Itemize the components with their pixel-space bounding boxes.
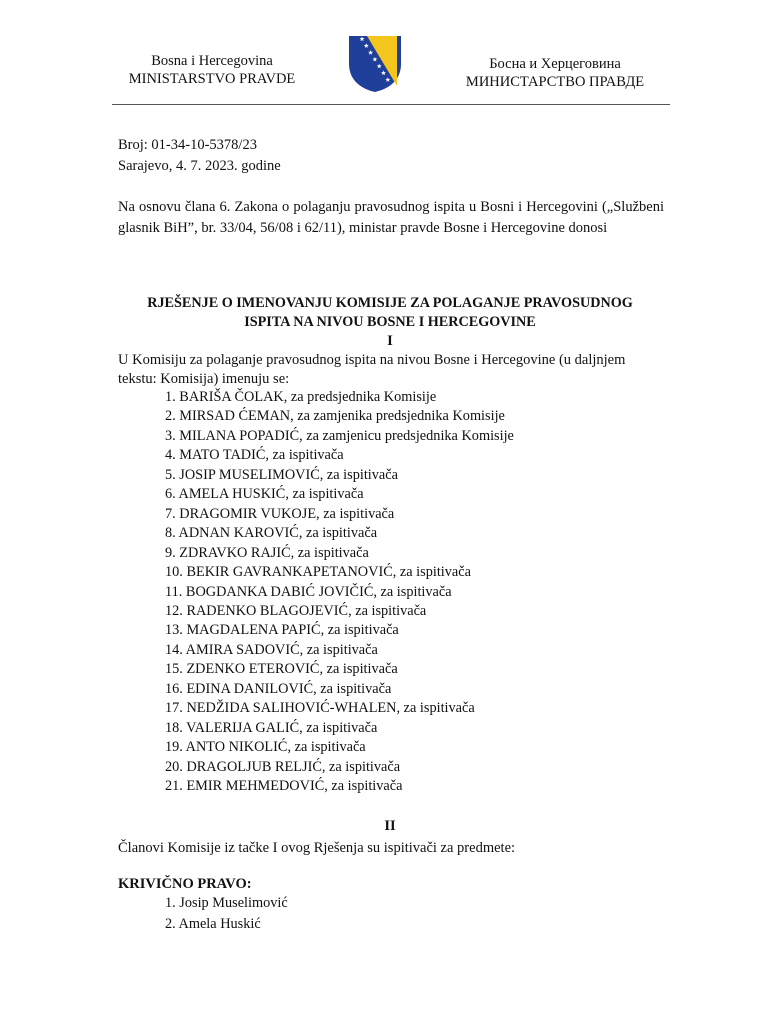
document-date: Sarajevo, 4. 7. 2023. godine xyxy=(118,158,281,174)
list-item: 10. BEKIR GAVRANKAPETANOVIĆ, za ispitivača xyxy=(165,564,471,581)
list-item: 7. DRAGOMIR VUKOJE, za ispitivača xyxy=(165,505,395,522)
list-item: 5. JOSIP MUSELIMOVIĆ, za ispitivača xyxy=(165,466,398,483)
list-item: 9. ZDRAVKO RAJIĆ, za ispitivača xyxy=(165,544,369,561)
country-name-cyrillic: Босна и Херцеговина xyxy=(489,56,621,72)
list-item: 16. EDINA DANILOVIĆ, za ispitivača xyxy=(165,680,392,697)
list-item: 2. MIRSAD ĆEMAN, za zamjenika predsjednika Komisije xyxy=(165,408,505,425)
list-item: 19. ANTO NIKOLIĆ, za ispitivača xyxy=(165,739,366,756)
section-2-heading: II xyxy=(384,818,396,834)
title-line-2: ISPITA NA NIVOU BOSNE I HERCEGOVINE xyxy=(244,314,536,330)
document-number: Broj: 01-34-10-5378/23 xyxy=(118,137,257,153)
list-item: 3. MILANA POPADIĆ, za zamjenicu predsjednika Komisije xyxy=(165,427,514,444)
list-item: 6. AMELA HUSKIĆ, za ispitivača xyxy=(165,486,364,503)
list-item: 11. BOGDANKA DABIĆ JOVIČIĆ, za ispitivača xyxy=(165,583,452,600)
coat-of-arms-icon xyxy=(347,34,403,94)
list-item: 20. DRAGOLJUB RELJIĆ, za ispitivača xyxy=(165,758,401,775)
list-item: 18. VALERIJA GALIĆ, za ispitivača xyxy=(165,719,378,736)
header-right xyxy=(450,55,660,91)
list-item: 1. Josip Muselimović xyxy=(165,895,288,911)
subject-heading: KRIVIČNO PRAVO: xyxy=(118,876,252,892)
list-item: 17. NEDŽIDA SALIHOVIĆ-WHALEN, za ispitivača xyxy=(165,700,475,717)
section-1-heading: I xyxy=(387,333,393,349)
document-title xyxy=(110,294,670,332)
country-name-latin: Bosna i Hercegovina xyxy=(151,53,273,69)
section-2-text: Članovi Komisije iz tačke I ovog Rješenja su ispitivači za predmete: xyxy=(118,840,516,856)
list-item: 4. MATO TADIĆ, za ispitivača xyxy=(165,447,344,464)
list-item: 15. ZDENKO ETEROVIĆ, za ispitivača xyxy=(165,661,398,678)
intro-paragraph: Na osnovu člana 6. Zakona o polaganju pravosudnog ispita u Bosni i Hercegovini („Službeni glasnik BiH”, br. 33/04, 56/08 i 62/11), ministar pravde Bosne i Hercegovine donosi xyxy=(118,199,664,236)
ministry-name-latin: MINISTARSTVO PRAVDE xyxy=(128,71,296,87)
list-item: 13. MAGDALENA PAPIĆ, za ispitivača xyxy=(165,622,399,639)
header-left xyxy=(112,52,312,88)
ministry-name-cyrillic: МИНИСТАРСТВО ПРАВДЕ xyxy=(465,74,645,90)
list-item: 21. EMIR MEHMEDOVIĆ, za ispitivača xyxy=(165,778,403,795)
list-item: 12. RADENKO BLAGOJEVIĆ, za ispitivača xyxy=(165,602,427,619)
list-item: 2. Amela Huskić xyxy=(165,916,261,932)
header-divider xyxy=(112,104,670,105)
list-item: 8. ADNAN KAROVIĆ, za ispitivača xyxy=(165,525,378,542)
examiners-list xyxy=(165,893,288,935)
list-item: 1. BARIŠA ČOLAK, za predsjednika Komisije xyxy=(165,389,437,405)
members-list xyxy=(165,388,514,797)
section-1-text: U Komisiju za polaganje pravosudnog ispita na nivou Bosne i Hercegovine (u daljnjem tekstu: Komisija) imenuju se: xyxy=(118,352,626,387)
document-meta xyxy=(118,135,281,177)
title-line-1: RJEŠENJE O IMENOVANJU KOMISIJE ZA POLAGANJE PRAVOSUDNOG xyxy=(147,295,633,311)
list-item: 14. AMIRA SADOVIĆ, za ispitivača xyxy=(165,641,378,658)
